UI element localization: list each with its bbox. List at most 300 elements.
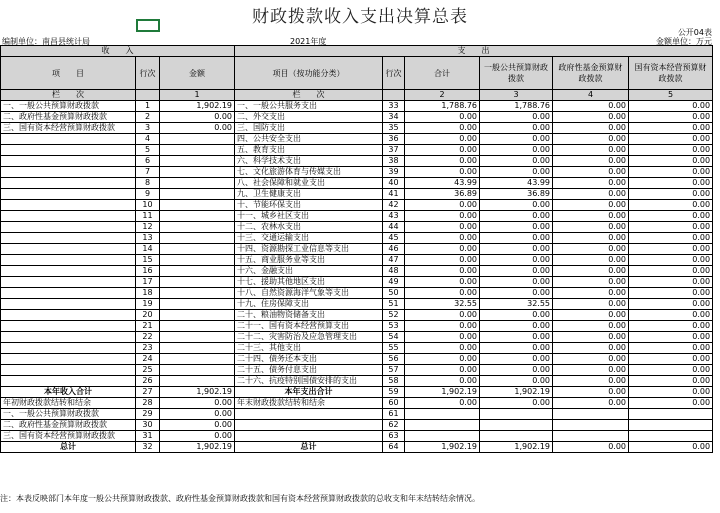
income-amount-cell[interactable] — [160, 288, 235, 299]
fund-cell[interactable]: 0.00 — [553, 200, 629, 211]
expense-item-cell[interactable]: 十六、金融支出 — [235, 266, 383, 277]
general-cell[interactable]: 0.00 — [480, 332, 553, 343]
income-item-cell[interactable] — [1, 189, 136, 200]
fund-cell[interactable]: 0.00 — [553, 442, 629, 453]
income-amount-cell[interactable] — [160, 244, 235, 255]
state-cell[interactable]: 0.00 — [629, 211, 713, 222]
income-amount-cell[interactable]: 1,902.19 — [160, 387, 235, 398]
income-row-no-cell[interactable]: 26 — [136, 376, 160, 387]
state-cell[interactable]: 0.00 — [629, 387, 713, 398]
general-cell[interactable]: 36.89 — [480, 189, 553, 200]
total-cell[interactable]: 0.00 — [405, 277, 480, 288]
expense-item-cell[interactable]: 二十、粮油物资储备支出 — [235, 310, 383, 321]
expense-row-no-cell[interactable]: 46 — [383, 244, 405, 255]
expense-item-cell[interactable]: 三、国防支出 — [235, 123, 383, 134]
income-item-cell[interactable]: 本年收入合计 — [1, 387, 136, 398]
general-cell[interactable]: 0.00 — [480, 310, 553, 321]
expense-item-cell[interactable]: 十二、农林水支出 — [235, 222, 383, 233]
expense-item-cell[interactable]: 十七、援助其他地区支出 — [235, 277, 383, 288]
fund-cell[interactable] — [553, 409, 629, 420]
fund-cell[interactable]: 0.00 — [553, 101, 629, 112]
income-row-no-cell[interactable]: 30 — [136, 420, 160, 431]
expense-item-cell[interactable]: 二、外交支出 — [235, 112, 383, 123]
income-amount-cell[interactable] — [160, 145, 235, 156]
expense-row-no-cell[interactable]: 49 — [383, 277, 405, 288]
expense-row-no-cell[interactable]: 59 — [383, 387, 405, 398]
state-cell[interactable]: 0.00 — [629, 255, 713, 266]
expense-item-cell[interactable]: 十三、交通运输支出 — [235, 233, 383, 244]
income-row-no-cell[interactable]: 17 — [136, 277, 160, 288]
state-cell[interactable]: 0.00 — [629, 288, 713, 299]
income-row-no-cell[interactable]: 4 — [136, 134, 160, 145]
expense-row-no-cell[interactable]: 47 — [383, 255, 405, 266]
income-amount-cell[interactable] — [160, 376, 235, 387]
income-item-cell[interactable] — [1, 145, 136, 156]
income-item-cell[interactable]: 二、政府性基金预算财政拨款 — [1, 112, 136, 123]
general-cell[interactable]: 0.00 — [480, 277, 553, 288]
expense-row-no-cell[interactable]: 61 — [383, 409, 405, 420]
fund-cell[interactable]: 0.00 — [553, 156, 629, 167]
expense-item-cell[interactable]: 七、文化旅游体育与传媒支出 — [235, 167, 383, 178]
income-item-cell[interactable] — [1, 310, 136, 321]
state-cell[interactable]: 0.00 — [629, 277, 713, 288]
total-cell[interactable]: 0.00 — [405, 112, 480, 123]
income-item-cell[interactable]: 一、一般公共预算财政拨款 — [1, 101, 136, 112]
expense-row-no-cell[interactable]: 53 — [383, 321, 405, 332]
general-cell[interactable]: 1,902.19 — [480, 387, 553, 398]
general-cell[interactable]: 0.00 — [480, 134, 553, 145]
general-cell[interactable]: 0.00 — [480, 211, 553, 222]
fund-cell[interactable]: 0.00 — [553, 222, 629, 233]
income-row-no-cell[interactable]: 12 — [136, 222, 160, 233]
general-cell[interactable]: 0.00 — [480, 233, 553, 244]
income-item-cell[interactable]: 三、国有资本经营预算财政拨款 — [1, 431, 136, 442]
income-item-cell[interactable] — [1, 233, 136, 244]
income-amount-cell[interactable]: 0.00 — [160, 123, 235, 134]
income-item-cell[interactable] — [1, 376, 136, 387]
total-cell[interactable]: 0.00 — [405, 123, 480, 134]
state-cell[interactable]: 0.00 — [629, 332, 713, 343]
state-cell[interactable] — [629, 420, 713, 431]
expense-item-cell[interactable]: 十、节能环保支出 — [235, 200, 383, 211]
fund-cell[interactable]: 0.00 — [553, 354, 629, 365]
table-row — [1, 398, 713, 409]
col-num-4: 4 — [553, 90, 629, 101]
fund-cell[interactable]: 0.00 — [553, 365, 629, 376]
general-cell[interactable]: 0.00 — [480, 222, 553, 233]
income-row-no-cell[interactable]: 15 — [136, 255, 160, 266]
income-item-cell[interactable]: 年初财政拨款结转和结余 — [1, 398, 136, 409]
expense-row-no-cell[interactable]: 60 — [383, 398, 405, 409]
total-cell[interactable]: 1,788.76 — [405, 101, 480, 112]
income-row-no-cell[interactable]: 14 — [136, 244, 160, 255]
state-cell[interactable]: 0.00 — [629, 442, 713, 453]
expense-row-no-cell[interactable]: 36 — [383, 134, 405, 145]
income-row-no-cell[interactable]: 20 — [136, 310, 160, 321]
income-amount-cell[interactable] — [160, 189, 235, 200]
income-amount-cell[interactable]: 0.00 — [160, 431, 235, 442]
expense-row-no-cell[interactable]: 41 — [383, 189, 405, 200]
expense-item-cell[interactable]: 二十二、灾害防治及应急管理支出 — [235, 332, 383, 343]
total-cell[interactable]: 32.55 — [405, 299, 480, 310]
income-row-no-cell[interactable]: 31 — [136, 431, 160, 442]
income-amount-cell[interactable] — [160, 266, 235, 277]
state-cell[interactable]: 0.00 — [629, 354, 713, 365]
income-row-no-cell[interactable]: 19 — [136, 299, 160, 310]
total-cell[interactable]: 0.00 — [405, 398, 480, 409]
total-cell[interactable]: 0.00 — [405, 332, 480, 343]
expense-item-cell[interactable]: 九、卫生健康支出 — [235, 189, 383, 200]
general-cell[interactable] — [480, 420, 553, 431]
expense-row-no-cell[interactable]: 50 — [383, 288, 405, 299]
fund-cell[interactable]: 0.00 — [553, 178, 629, 189]
expense-item-cell[interactable]: 年末财政拨款结转和结余 — [235, 398, 383, 409]
income-row-no-cell[interactable]: 22 — [136, 332, 160, 343]
income-row-no-cell[interactable]: 13 — [136, 233, 160, 244]
general-cell[interactable]: 0.00 — [480, 266, 553, 277]
income-row-no-cell[interactable]: 3 — [136, 123, 160, 134]
income-row-no-cell[interactable]: 28 — [136, 398, 160, 409]
general-cell[interactable] — [480, 409, 553, 420]
income-row-no-cell[interactable]: 29 — [136, 409, 160, 420]
income-amount-cell[interactable]: 0.00 — [160, 112, 235, 123]
income-item-cell[interactable] — [1, 277, 136, 288]
fund-cell[interactable]: 0.00 — [553, 211, 629, 222]
income-amount-cell[interactable]: 0.00 — [160, 398, 235, 409]
general-cell[interactable]: 0.00 — [480, 398, 553, 409]
expense-row-no-cell[interactable]: 43 — [383, 211, 405, 222]
income-amount-cell[interactable]: 1,902.19 — [160, 101, 235, 112]
expense-item-cell[interactable]: 六、科学技术支出 — [235, 156, 383, 167]
income-amount-cell[interactable] — [160, 134, 235, 145]
income-amount-cell[interactable] — [160, 178, 235, 189]
income-row-no-cell[interactable]: 5 — [136, 145, 160, 156]
fund-cell[interactable]: 0.00 — [553, 332, 629, 343]
income-item-cell[interactable] — [1, 365, 136, 376]
state-cell[interactable] — [629, 431, 713, 442]
expense-row-no-cell[interactable]: 48 — [383, 266, 405, 277]
total-cell[interactable]: 0.00 — [405, 156, 480, 167]
income-row-no-cell[interactable]: 23 — [136, 343, 160, 354]
total-cell[interactable]: 0.00 — [405, 222, 480, 233]
state-cell[interactable]: 0.00 — [629, 299, 713, 310]
fund-cell[interactable]: 0.00 — [553, 255, 629, 266]
general-cell[interactable]: 0.00 — [480, 255, 553, 266]
income-item-cell[interactable] — [1, 332, 136, 343]
state-cell[interactable]: 0.00 — [629, 200, 713, 211]
total-cell[interactable]: 0.00 — [405, 255, 480, 266]
total-cell[interactable]: 0.00 — [405, 145, 480, 156]
expense-row-no-cell[interactable]: 58 — [383, 376, 405, 387]
expense-row-no-cell[interactable]: 62 — [383, 420, 405, 431]
expense-item-cell[interactable]: 总计 — [235, 442, 383, 453]
fund-cell[interactable]: 0.00 — [553, 123, 629, 134]
expense-item-cell[interactable]: 八、社会保障和就业支出 — [235, 178, 383, 189]
expense-item-cell[interactable]: 五、教育支出 — [235, 145, 383, 156]
fund-cell[interactable]: 0.00 — [553, 266, 629, 277]
income-item-cell[interactable]: 二、政府性基金预算财政拨款 — [1, 420, 136, 431]
income-item-cell[interactable] — [1, 167, 136, 178]
total-cell[interactable]: 36.89 — [405, 189, 480, 200]
state-cell[interactable]: 0.00 — [629, 321, 713, 332]
table-row — [1, 167, 713, 178]
expense-row-no-cell[interactable]: 37 — [383, 145, 405, 156]
income-amount-cell[interactable] — [160, 332, 235, 343]
header-row-1 — [1, 46, 713, 57]
total-cell[interactable]: 0.00 — [405, 134, 480, 145]
state-cell[interactable]: 0.00 — [629, 101, 713, 112]
state-cell[interactable]: 0.00 — [629, 178, 713, 189]
total-cell[interactable]: 0.00 — [405, 376, 480, 387]
expense-row-no-cell[interactable]: 64 — [383, 442, 405, 453]
state-cell[interactable]: 0.00 — [629, 145, 713, 156]
income-row-no-cell[interactable]: 32 — [136, 442, 160, 453]
state-cell[interactable]: 0.00 — [629, 189, 713, 200]
general-cell[interactable]: 0.00 — [480, 167, 553, 178]
fund-cell[interactable]: 0.00 — [553, 112, 629, 123]
income-amount-cell[interactable]: 0.00 — [160, 409, 235, 420]
total-cell[interactable]: 0.00 — [405, 288, 480, 299]
income-amount-cell[interactable] — [160, 365, 235, 376]
general-cell[interactable]: 0.00 — [480, 200, 553, 211]
income-amount-cell[interactable] — [160, 343, 235, 354]
income-amount-cell[interactable]: 1,902.19 — [160, 442, 235, 453]
fund-cell[interactable]: 0.00 — [553, 343, 629, 354]
expense-row-no-cell[interactable]: 51 — [383, 299, 405, 310]
state-cell[interactable]: 0.00 — [629, 156, 713, 167]
income-row-no-cell[interactable]: 2 — [136, 112, 160, 123]
general-cell[interactable]: 0.00 — [480, 354, 553, 365]
fund-cell[interactable]: 0.00 — [553, 189, 629, 200]
state-cell[interactable]: 0.00 — [629, 134, 713, 145]
income-item-cell[interactable] — [1, 266, 136, 277]
table-row — [1, 244, 713, 255]
income-amount-cell[interactable] — [160, 354, 235, 365]
total-cell[interactable]: 0.00 — [405, 343, 480, 354]
expense-item-cell[interactable]: 一、一般公共服务支出 — [235, 101, 383, 112]
total-cell[interactable]: 0.00 — [405, 200, 480, 211]
expense-item-cell[interactable]: 十五、商业服务业等支出 — [235, 255, 383, 266]
income-amount-cell[interactable] — [160, 222, 235, 233]
income-row-no-cell[interactable]: 11 — [136, 211, 160, 222]
total-cell[interactable]: 0.00 — [405, 211, 480, 222]
total-cell[interactable]: 0.00 — [405, 354, 480, 365]
income-item-cell[interactable] — [1, 211, 136, 222]
general-cell[interactable]: 0.00 — [480, 321, 553, 332]
table-row — [1, 321, 713, 332]
expense-item-cell[interactable] — [235, 420, 383, 431]
expense-item-cell[interactable]: 十一、城乡社区支出 — [235, 211, 383, 222]
total-cell[interactable] — [405, 431, 480, 442]
state-cell[interactable]: 0.00 — [629, 376, 713, 387]
expense-row-no-cell[interactable]: 39 — [383, 167, 405, 178]
income-item-cell[interactable] — [1, 244, 136, 255]
total-cell[interactable] — [405, 409, 480, 420]
expense-row-no-cell[interactable]: 40 — [383, 178, 405, 189]
fund-cell[interactable]: 0.00 — [553, 310, 629, 321]
expense-item-cell[interactable] — [235, 409, 383, 420]
total-cell[interactable]: 0.00 — [405, 365, 480, 376]
total-cell[interactable]: 1,902.19 — [405, 442, 480, 453]
state-cell[interactable]: 0.00 — [629, 123, 713, 134]
income-amount-cell[interactable] — [160, 200, 235, 211]
income-item-cell[interactable] — [1, 354, 136, 365]
fund-cell[interactable] — [553, 431, 629, 442]
income-item-cell[interactable]: 三、国有资本经营预算财政拨款 — [1, 123, 136, 134]
expense-item-cell[interactable]: 二十六、抗疫特别国债安排的支出 — [235, 376, 383, 387]
col-state: 国有资本经营预算财政拨款 — [629, 57, 713, 90]
expense-item-cell[interactable]: 本年支出合计 — [235, 387, 383, 398]
fund-cell[interactable]: 0.00 — [553, 321, 629, 332]
income-row-no-cell[interactable]: 27 — [136, 387, 160, 398]
fund-cell[interactable]: 0.00 — [553, 145, 629, 156]
expense-row-no-cell[interactable]: 56 — [383, 354, 405, 365]
total-cell[interactable] — [405, 420, 480, 431]
state-cell[interactable]: 0.00 — [629, 310, 713, 321]
state-cell[interactable] — [629, 409, 713, 420]
state-cell[interactable]: 0.00 — [629, 244, 713, 255]
income-item-cell[interactable] — [1, 222, 136, 233]
income-amount-cell[interactable] — [160, 321, 235, 332]
table-row — [1, 255, 713, 266]
expense-row-no-cell[interactable]: 55 — [383, 343, 405, 354]
general-cell[interactable] — [480, 431, 553, 442]
expense-item-cell[interactable]: 二十五、债务付息支出 — [235, 365, 383, 376]
income-row-no-cell[interactable]: 16 — [136, 266, 160, 277]
income-item-cell[interactable] — [1, 255, 136, 266]
general-cell[interactable]: 0.00 — [480, 365, 553, 376]
expense-row-no-cell[interactable]: 44 — [383, 222, 405, 233]
expense-row-no-cell[interactable]: 52 — [383, 310, 405, 321]
fund-cell[interactable]: 0.00 — [553, 134, 629, 145]
expense-row-no-cell[interactable]: 45 — [383, 233, 405, 244]
general-cell[interactable]: 0.00 — [480, 343, 553, 354]
state-cell[interactable]: 0.00 — [629, 398, 713, 409]
income-amount-cell[interactable] — [160, 167, 235, 178]
income-item-cell[interactable] — [1, 321, 136, 332]
state-cell[interactable]: 0.00 — [629, 167, 713, 178]
income-item-cell[interactable] — [1, 343, 136, 354]
fund-cell[interactable]: 0.00 — [553, 376, 629, 387]
expense-item-cell[interactable]: 四、公共安全支出 — [235, 134, 383, 145]
income-amount-cell[interactable] — [160, 211, 235, 222]
table-row — [1, 299, 713, 310]
general-cell[interactable]: 0.00 — [480, 112, 553, 123]
general-cell[interactable]: 0.00 — [480, 288, 553, 299]
expense-row-no-cell[interactable]: 57 — [383, 365, 405, 376]
expense-item-cell[interactable]: 二十三、其他支出 — [235, 343, 383, 354]
income-row-no-cell[interactable]: 21 — [136, 321, 160, 332]
fund-cell[interactable]: 0.00 — [553, 387, 629, 398]
state-cell[interactable]: 0.00 — [629, 266, 713, 277]
income-amount-cell[interactable] — [160, 233, 235, 244]
general-cell[interactable]: 0.00 — [480, 244, 553, 255]
total-cell[interactable]: 0.00 — [405, 321, 480, 332]
total-cell[interactable]: 0.00 — [405, 310, 480, 321]
fund-cell[interactable]: 0.00 — [553, 167, 629, 178]
expense-item-cell[interactable]: 二十一、国有资本经营预算支出 — [235, 321, 383, 332]
table-row — [1, 112, 713, 123]
income-row-no-cell[interactable]: 1 — [136, 101, 160, 112]
total-cell[interactable]: 0.00 — [405, 244, 480, 255]
general-cell[interactable]: 0.00 — [480, 156, 553, 167]
general-cell[interactable]: 32.55 — [480, 299, 553, 310]
total-cell[interactable]: 0.00 — [405, 233, 480, 244]
income-row-no-cell[interactable]: 24 — [136, 354, 160, 365]
income-row-no-cell[interactable]: 10 — [136, 200, 160, 211]
state-cell[interactable]: 0.00 — [629, 233, 713, 244]
income-row-no-cell[interactable]: 9 — [136, 189, 160, 200]
general-cell[interactable]: 1,788.76 — [480, 101, 553, 112]
expense-item-cell[interactable]: 二十四、债务还本支出 — [235, 354, 383, 365]
total-cell[interactable]: 1,902.19 — [405, 387, 480, 398]
expense-item-cell[interactable]: 十四、资源勘探工业信息等支出 — [235, 244, 383, 255]
expense-row-no-cell[interactable]: 63 — [383, 431, 405, 442]
fund-cell[interactable] — [553, 420, 629, 431]
income-row-no-cell[interactable]: 25 — [136, 365, 160, 376]
income-row-no-cell[interactable]: 6 — [136, 156, 160, 167]
fund-cell[interactable]: 0.00 — [553, 233, 629, 244]
expense-row-no-cell[interactable]: 33 — [383, 101, 405, 112]
fund-cell[interactable]: 0.00 — [553, 277, 629, 288]
income-item-cell[interactable]: 总计 — [1, 442, 136, 453]
expense-row-no-cell[interactable]: 42 — [383, 200, 405, 211]
general-cell[interactable]: 0.00 — [480, 123, 553, 134]
income-item-cell[interactable] — [1, 200, 136, 211]
page-title: 财政拨款收入支出决算总表 — [252, 7, 468, 27]
total-cell[interactable]: 0.00 — [405, 167, 480, 178]
income-row-no-cell[interactable]: 18 — [136, 288, 160, 299]
income-item-cell[interactable] — [1, 156, 136, 167]
income-row-no-cell[interactable]: 7 — [136, 167, 160, 178]
state-cell[interactable]: 0.00 — [629, 365, 713, 376]
general-cell[interactable]: 43.99 — [480, 178, 553, 189]
state-cell[interactable]: 0.00 — [629, 112, 713, 123]
income-item-cell[interactable] — [1, 288, 136, 299]
expense-item-cell[interactable] — [235, 431, 383, 442]
expense-item-cell[interactable]: 十九、住房保障支出 — [235, 299, 383, 310]
income-amount-cell[interactable]: 0.00 — [160, 420, 235, 431]
total-cell[interactable]: 43.99 — [405, 178, 480, 189]
selected-cell-indicator[interactable] — [136, 19, 160, 32]
total-cell[interactable]: 0.00 — [405, 266, 480, 277]
income-item-cell[interactable] — [1, 299, 136, 310]
income-amount-cell[interactable] — [160, 310, 235, 321]
income-amount-cell[interactable] — [160, 255, 235, 266]
fund-cell[interactable]: 0.00 — [553, 288, 629, 299]
expense-row-no-cell[interactable]: 34 — [383, 112, 405, 123]
state-cell[interactable]: 0.00 — [629, 343, 713, 354]
fund-cell[interactable]: 0.00 — [553, 398, 629, 409]
income-item-cell[interactable] — [1, 178, 136, 189]
general-cell[interactable]: 0.00 — [480, 376, 553, 387]
fund-cell[interactable]: 0.00 — [553, 244, 629, 255]
income-item-cell[interactable]: 一、一般公共预算财政拨款 — [1, 409, 136, 420]
income-amount-cell[interactable] — [160, 277, 235, 288]
income-amount-cell[interactable] — [160, 299, 235, 310]
general-cell[interactable]: 0.00 — [480, 145, 553, 156]
expense-row-no-cell[interactable]: 35 — [383, 123, 405, 134]
expense-row-no-cell[interactable]: 38 — [383, 156, 405, 167]
income-amount-cell[interactable] — [160, 156, 235, 167]
income-item-cell[interactable] — [1, 134, 136, 145]
fund-cell[interactable]: 0.00 — [553, 299, 629, 310]
state-cell[interactable]: 0.00 — [629, 222, 713, 233]
expense-row-no-cell[interactable]: 54 — [383, 332, 405, 343]
general-cell[interactable]: 1,902.19 — [480, 442, 553, 453]
income-row-no-cell[interactable]: 8 — [136, 178, 160, 189]
expense-item-cell[interactable]: 十八、自然资源海洋气象等支出 — [235, 288, 383, 299]
